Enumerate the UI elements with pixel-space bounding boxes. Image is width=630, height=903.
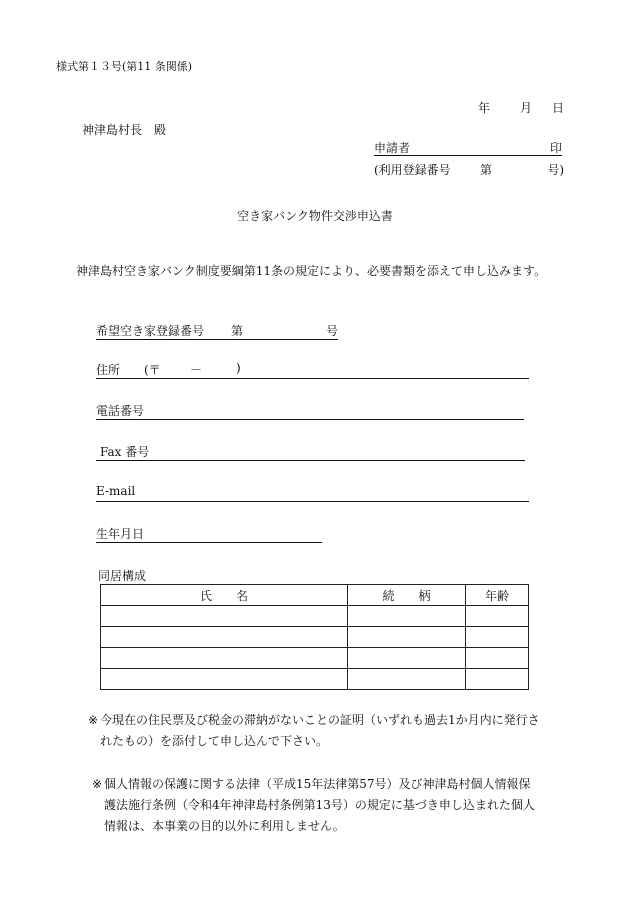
birth-date-label: 生年月日	[96, 527, 145, 541]
note-mark: ※	[92, 777, 103, 791]
relation-cell[interactable]	[348, 606, 466, 627]
addressee: 神津島村長 殿	[82, 123, 167, 137]
birth-date-field[interactable]	[96, 525, 322, 543]
age-column-header: 年齢	[466, 585, 529, 606]
applicant-label: 申請者	[374, 141, 411, 155]
applicant-line[interactable]	[374, 139, 562, 156]
note-line: 個人情報の保護に関する法律（平成15年法律第57号）及び神津島村個人情報保	[104, 777, 531, 791]
age-cell[interactable]	[466, 606, 529, 627]
age-cell[interactable]	[466, 669, 529, 690]
form-number: 様式第１３号(第11 条関係)	[56, 60, 193, 73]
relation-cell[interactable]	[348, 648, 466, 669]
house-number-go: 号	[325, 324, 338, 338]
name-cell[interactable]	[101, 606, 348, 627]
table-row	[101, 669, 529, 690]
house-number-field[interactable]	[96, 322, 338, 340]
note-certificate	[88, 710, 588, 752]
note-privacy	[92, 774, 584, 837]
seal-mark: 印	[549, 141, 562, 155]
postal-open: (〒	[144, 363, 161, 377]
table-row	[101, 606, 529, 627]
household-label: 同居構成	[98, 569, 147, 583]
address-field[interactable]	[96, 361, 529, 379]
table-row	[101, 648, 529, 669]
relation-column-header: 続 柄	[348, 585, 466, 606]
date-year: 年	[478, 101, 491, 115]
postal-close: )	[236, 361, 241, 375]
name-cell[interactable]	[101, 627, 348, 648]
age-cell[interactable]	[466, 627, 529, 648]
phone-field[interactable]	[96, 402, 524, 420]
relation-cell[interactable]	[348, 627, 466, 648]
age-cell[interactable]	[466, 648, 529, 669]
postal-dash: －	[190, 363, 203, 377]
date-day: 日	[552, 101, 565, 115]
registration-dai: 第	[480, 163, 493, 177]
note-line: れたもの）を添付して申し込んで下さい。	[100, 734, 329, 748]
email-field[interactable]	[96, 484, 529, 502]
house-number-label: 希望空き家登録番号	[96, 324, 205, 338]
table-header-row	[101, 585, 529, 606]
fax-label: Fax 番号	[100, 445, 150, 459]
name-cell[interactable]	[101, 648, 348, 669]
address-label: 住所	[96, 363, 121, 377]
house-number-dai: 第	[231, 324, 244, 338]
phone-label: 電話番号	[96, 404, 145, 418]
date-month: 月	[520, 101, 533, 115]
email-label: E-mail	[96, 484, 136, 498]
note-line: 情報は、本事業の目的以外に利用しません。	[104, 819, 345, 833]
page-title: 空き家バンク物件交渉申込書	[237, 209, 393, 223]
name-column-header: 氏 名	[101, 585, 348, 606]
body-text: 神津島村空き家バンク制度要綱第11条の規定により、必要書類を添えて申し込みます。	[76, 264, 547, 278]
registration-open: (利用登録番号	[374, 163, 451, 177]
note-line: 今現在の住民票及び税金の滞納がないことの証明（いずれも過去1か月内に発行さ	[100, 713, 540, 727]
household-table	[100, 584, 529, 690]
name-cell[interactable]	[101, 669, 348, 690]
table-row	[101, 627, 529, 648]
note-mark: ※	[88, 713, 99, 727]
date-line	[478, 99, 564, 116]
registration-close: 号)	[547, 163, 564, 177]
note-line: 護法施行条例（令和4年神津島村条例第13号）の規定に基づき申し込まれた個人	[104, 798, 535, 812]
fax-field[interactable]	[96, 443, 525, 461]
relation-cell[interactable]	[348, 669, 466, 690]
